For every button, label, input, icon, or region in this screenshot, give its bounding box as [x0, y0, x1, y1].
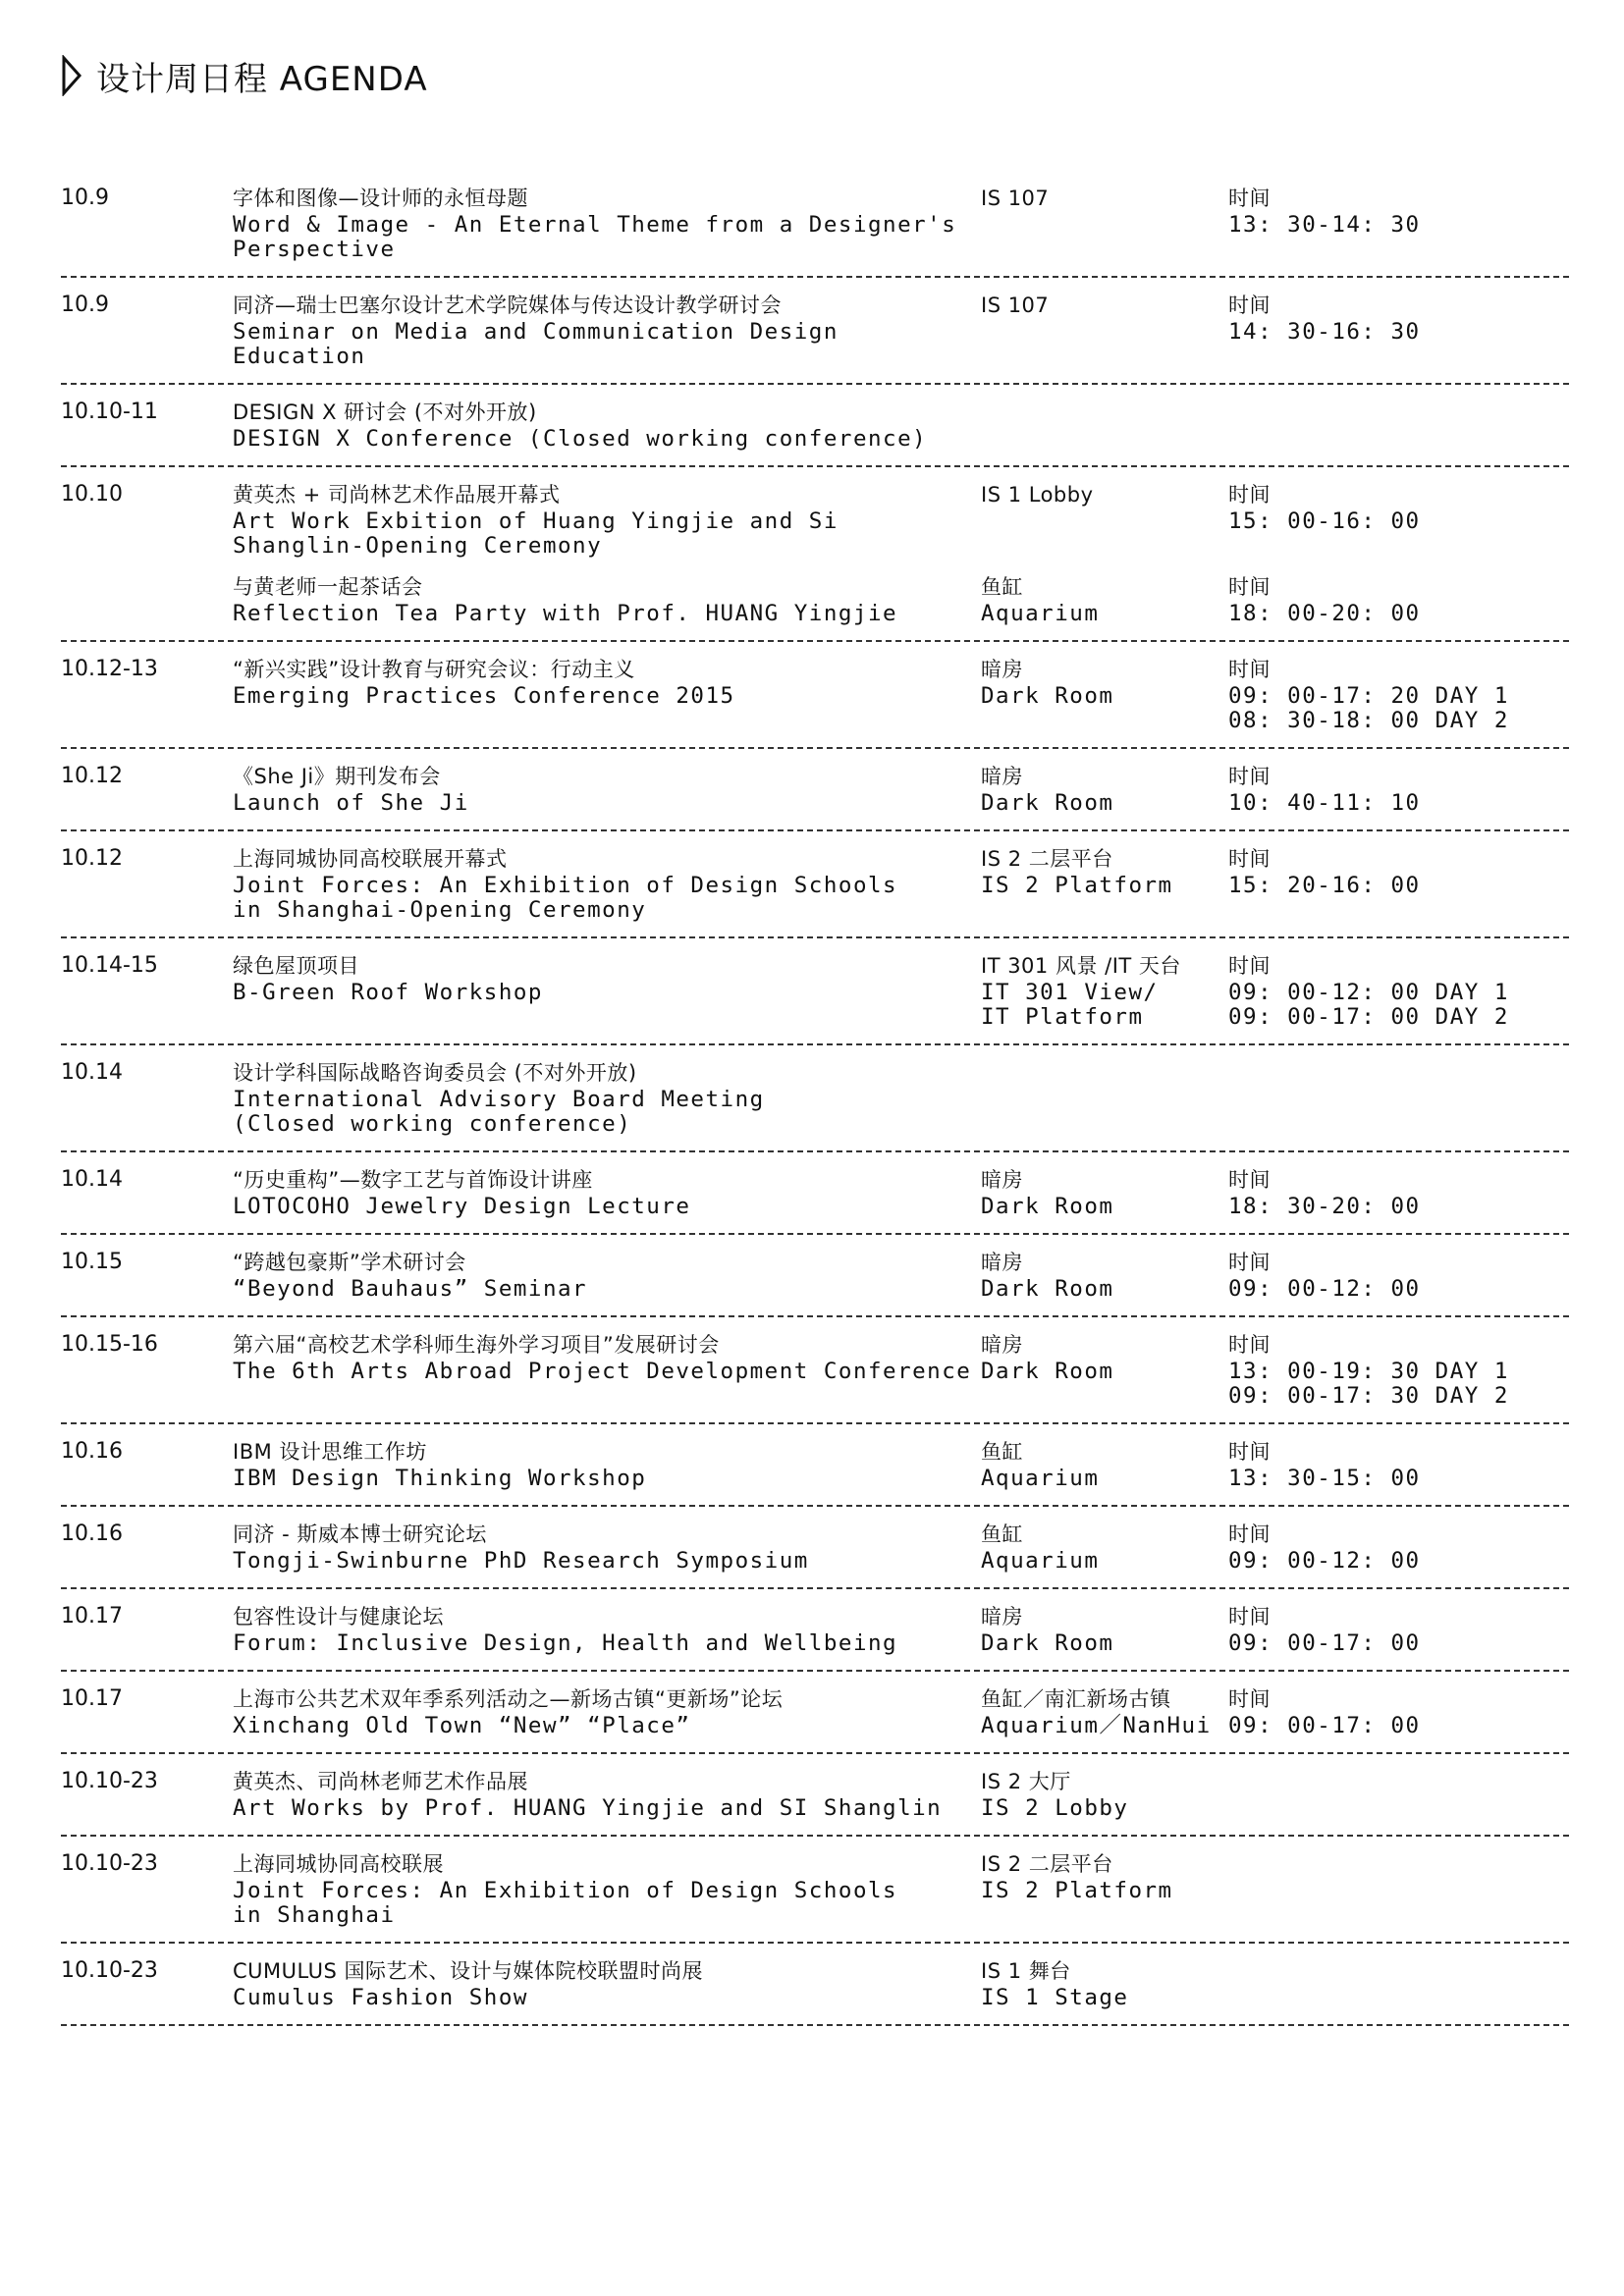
event-title	[233, 290, 981, 369]
event-title-en: Xinchang Old Town “New” “Place”	[233, 1713, 691, 1738]
time-value: 09: 00-17: 00	[1228, 1713, 1421, 1738]
event-title-zh: 同济—瑞士巴塞尔设计艺术学院媒体与传达设计教学研讨会	[233, 294, 782, 317]
event-time	[1228, 479, 1569, 559]
event-title	[233, 183, 981, 262]
event-title-en: Joint Forces: An Exhibition of Design Schools in Shanghai	[233, 1878, 898, 1928]
agenda-row	[61, 1045, 1569, 1152]
event-time	[1228, 1164, 1569, 1219]
event-venue	[981, 843, 1228, 923]
event-title-en: Forum: Inclusive Design, Health and Wellbeing	[233, 1630, 898, 1656]
event-title-en: Emerging Practices Conference 2015	[233, 683, 735, 709]
venue-zh: IS 1 舞台	[981, 1959, 1071, 1983]
event-title	[233, 1164, 981, 1219]
event-venue	[981, 1848, 1228, 1928]
time-value: 18: 00-20: 00	[1228, 601, 1421, 626]
event-date: 10.10-11	[61, 400, 158, 424]
venue-zh: IS 107	[981, 187, 1050, 210]
agenda-row	[61, 1507, 1569, 1589]
event-date: 10.10	[61, 482, 123, 507]
event-venue	[981, 1766, 1228, 1821]
event-venue	[981, 761, 1228, 816]
time-label: 时间	[1228, 1333, 1271, 1357]
venue-zh: IS 2 二层平台	[981, 847, 1113, 871]
event-venue	[981, 1247, 1228, 1302]
event-title	[233, 1766, 981, 1821]
agenda-row	[61, 1152, 1569, 1235]
event-title-zh: 黄英杰 + 司尚林艺术作品展开幕式	[233, 483, 561, 507]
agenda-row	[61, 171, 1569, 278]
event-date: 10.12	[61, 764, 123, 788]
venue-zh: IT 301 风景 /IT 天台	[981, 954, 1181, 978]
venue-en: Dark Room	[981, 790, 1114, 816]
event-title-en: Joint Forces: An Exhibition of Design Schools in Shanghai-Opening Ceremony	[233, 873, 898, 923]
event-title-zh: “新兴实践”设计教育与研究会议：行动主义	[233, 658, 635, 681]
event-title-zh: 同济 - 斯威本博士研究论坛	[233, 1522, 487, 1546]
time-label: 时间	[1228, 575, 1271, 599]
event-venue	[981, 559, 1228, 626]
event-title-zh: 设计学科国际战略咨询委员会 (不对外开放)	[233, 1061, 637, 1085]
venue-zh: IS 1 Lobby	[981, 483, 1094, 507]
event-title	[233, 1329, 981, 1409]
event-time	[1228, 1601, 1569, 1656]
event-venue	[981, 1057, 1228, 1137]
event-time	[1228, 397, 1569, 452]
agenda-row	[61, 938, 1569, 1045]
event-date: 10.9	[61, 186, 109, 210]
event-title-en: Cumulus Fashion Show	[233, 1985, 528, 2010]
event-venue	[981, 654, 1228, 733]
event-title-zh: 绿色屋顶项目	[233, 954, 359, 978]
event-venue	[981, 397, 1228, 452]
event-title-zh: 与黄老师一起茶话会	[233, 575, 423, 599]
event-date: 10.17	[61, 1686, 123, 1711]
event-title-zh: 第六届“高校艺术学科师生海外学习项目”发展研讨会	[233, 1333, 720, 1357]
time-label: 时间	[1228, 1605, 1271, 1629]
event-venue	[981, 1329, 1228, 1409]
venue-en: Aquarium	[981, 1548, 1100, 1574]
event-venue	[981, 1519, 1228, 1574]
event-date: 10.14	[61, 1167, 123, 1192]
event-time	[1228, 1329, 1569, 1409]
event-date: 10.17	[61, 1604, 123, 1629]
event-time	[1228, 1247, 1569, 1302]
event-title-zh: DESIGN X 研讨会 (不对外开放)	[233, 400, 537, 424]
event-venue	[981, 1164, 1228, 1219]
venue-zh: IS 2 大厅	[981, 1770, 1071, 1793]
event-time	[1228, 1519, 1569, 1574]
agenda-row	[61, 1235, 1569, 1317]
event-title	[233, 397, 981, 452]
venue-en: Dark Room	[981, 1276, 1114, 1302]
event-title	[233, 761, 981, 816]
time-value: 09: 00-17: 20 DAY 1 08: 30-18: 00 DAY 2	[1228, 683, 1509, 733]
event-title-en: Tongji-Swinburne PhD Research Symposium	[233, 1548, 809, 1574]
event-time	[1228, 1848, 1569, 1928]
venue-en: Dark Room	[981, 1359, 1114, 1384]
event-title-zh: 《She Ji》期刊发布会	[233, 765, 441, 788]
venue-zh: 鱼缸／南汇新场古镇	[981, 1687, 1171, 1711]
event-time	[1228, 1436, 1569, 1491]
event-title-zh: 上海同城协同高校联展开幕式	[233, 847, 508, 871]
agenda-row	[61, 1944, 1569, 2026]
event-venue	[981, 1683, 1228, 1738]
venue-zh: 鱼缸	[981, 575, 1023, 599]
venue-zh: IS 107	[981, 294, 1050, 317]
event-date: 10.16	[61, 1439, 123, 1464]
event-title-zh: 包容性设计与健康论坛	[233, 1605, 444, 1629]
venue-en: IT 301 View/ IT Platform	[981, 980, 1159, 1030]
event-date: 10.14	[61, 1060, 123, 1085]
event-time	[1228, 950, 1569, 1030]
venue-en: Dark Room	[981, 1194, 1114, 1219]
time-value: 10: 40-11: 10	[1228, 790, 1421, 816]
event-title-en: Reflection Tea Party with Prof. HUANG Yingjie	[233, 601, 898, 626]
time-label: 时间	[1228, 1522, 1271, 1546]
venue-en: IS 2 Lobby	[981, 1795, 1129, 1821]
agenda-row	[61, 642, 1569, 749]
page-title: 设计周日程 AGENDA	[96, 59, 428, 99]
event-title	[233, 559, 981, 626]
event-title	[233, 1601, 981, 1656]
event-title-en: International Advisory Board Meeting (Closed working conference)	[233, 1087, 765, 1137]
agenda-row	[61, 1317, 1569, 1424]
event-title-en: IBM Design Thinking Workshop	[233, 1466, 647, 1491]
time-value: 13: 00-19: 30 DAY 1 09: 00-17: 30 DAY 2	[1228, 1359, 1509, 1409]
event-time	[1228, 843, 1569, 923]
time-label: 时间	[1228, 658, 1271, 681]
time-value: 09: 00-12: 00 DAY 1 09: 00-17: 00 DAY 2	[1228, 980, 1509, 1030]
time-label: 时间	[1228, 1168, 1271, 1192]
event-time	[1228, 1057, 1569, 1137]
time-value: 15: 00-16: 00	[1228, 508, 1421, 534]
event-title-zh: 上海同城协同高校联展	[233, 1852, 444, 1876]
time-label: 时间	[1228, 847, 1271, 871]
event-date: 10.10-23	[61, 1851, 158, 1876]
time-label: 时间	[1228, 1251, 1271, 1274]
event-title	[233, 1848, 981, 1928]
venue-zh: 暗房	[981, 1168, 1023, 1192]
event-time	[1228, 559, 1569, 626]
agenda-row	[61, 831, 1569, 938]
time-label: 时间	[1228, 294, 1271, 317]
event-title	[233, 654, 981, 733]
agenda-row	[61, 385, 1569, 467]
agenda-row	[61, 1424, 1569, 1507]
event-title	[233, 1519, 981, 1574]
event-time	[1228, 1683, 1569, 1738]
event-venue	[981, 290, 1228, 369]
event-title-en: DESIGN X Conference (Closed working conference)	[233, 426, 928, 452]
event-title-zh: “跨越包豪斯”学术研讨会	[233, 1251, 466, 1274]
time-label: 时间	[1228, 765, 1271, 788]
event-title-en: Art Works by Prof. HUANG Yingjie and SI Shanglin	[233, 1795, 943, 1821]
event-title	[233, 1436, 981, 1491]
venue-en: IS 2 Platform	[981, 1878, 1173, 1903]
event-date: 10.9	[61, 293, 109, 317]
event-date: 10.15-16	[61, 1332, 158, 1357]
event-date: 10.10-23	[61, 1958, 158, 1983]
event-title-en: “Beyond Bauhaus” Seminar	[233, 1276, 588, 1302]
time-value: 15: 20-16: 00	[1228, 873, 1421, 898]
venue-zh: IS 2 二层平台	[981, 1852, 1113, 1876]
time-value: 13: 30-15: 00	[1228, 1466, 1421, 1491]
time-label: 时间	[1228, 1687, 1271, 1711]
event-title	[233, 950, 981, 1030]
event-venue	[981, 183, 1228, 262]
venue-en: Aquarium	[981, 601, 1100, 626]
event-title-en: Art Work Exbition of Huang Yingjie and Si Shanglin-Opening Ceremony	[233, 508, 839, 559]
time-label: 时间	[1228, 483, 1271, 507]
event-time	[1228, 183, 1569, 262]
venue-en: Dark Room	[981, 683, 1114, 709]
venue-zh: 鱼缸	[981, 1522, 1023, 1546]
time-value: 18: 30-20: 00	[1228, 1194, 1421, 1219]
event-title	[233, 1683, 981, 1738]
event-venue	[981, 1436, 1228, 1491]
time-value: 13: 30-14: 30	[1228, 212, 1421, 238]
event-time	[1228, 654, 1569, 733]
time-value: 09: 00-12: 00	[1228, 1276, 1421, 1302]
event-date: 10.15	[61, 1250, 123, 1274]
venue-zh: 鱼缸	[981, 1440, 1023, 1464]
venue-zh: 暗房	[981, 658, 1023, 681]
event-title-zh: CUMULUS 国际艺术、设计与媒体院校联盟时尚展	[233, 1959, 704, 1983]
event-venue	[981, 1955, 1228, 2010]
venue-en: Dark Room	[981, 1630, 1114, 1656]
venue-zh: 暗房	[981, 1333, 1023, 1357]
play-triangle-icon	[61, 55, 82, 96]
agenda-row	[61, 467, 1569, 642]
time-value: 09: 00-17: 00	[1228, 1630, 1421, 1656]
event-title	[233, 1057, 981, 1137]
event-date: 10.16	[61, 1522, 123, 1546]
event-title-zh: “历史重构”—数字工艺与首饰设计讲座	[233, 1168, 593, 1192]
venue-en: Aquarium	[981, 1466, 1100, 1491]
event-date: 10.12	[61, 846, 123, 871]
event-title	[233, 1955, 981, 2010]
venue-en: IS 2 Platform	[981, 873, 1173, 898]
page-header	[61, 51, 428, 100]
event-title-zh: 字体和图像—设计师的永恒母题	[233, 187, 528, 210]
time-label: 时间	[1228, 1440, 1271, 1464]
event-title	[233, 843, 981, 923]
agenda-row	[61, 278, 1569, 385]
venue-zh: 暗房	[981, 1251, 1023, 1274]
venue-en: IS 1 Stage	[981, 1985, 1129, 2010]
agenda-row	[61, 1589, 1569, 1672]
agenda-row	[61, 1672, 1569, 1754]
venue-zh: 暗房	[981, 765, 1023, 788]
agenda-row	[61, 1837, 1569, 1944]
time-label: 时间	[1228, 187, 1271, 210]
agenda-row	[61, 749, 1569, 831]
event-time	[1228, 1766, 1569, 1821]
event-venue	[981, 479, 1228, 559]
event-title	[233, 479, 981, 559]
event-title-en: Word & Image - An Eternal Theme from a Designer's Perspective	[233, 212, 957, 262]
event-venue	[981, 950, 1228, 1030]
agenda-row	[61, 1754, 1569, 1837]
event-time	[1228, 290, 1569, 369]
event-title-en: Launch of She Ji	[233, 790, 469, 816]
time-value: 09: 00-12: 00	[1228, 1548, 1421, 1574]
event-title-en: B-Green Roof Workshop	[233, 980, 543, 1005]
event-title-en: The 6th Arts Abroad Project Development Conference	[233, 1359, 972, 1384]
event-title-zh: IBM 设计思维工作坊	[233, 1440, 427, 1464]
event-title-zh: 黄英杰、司尚林老师艺术作品展	[233, 1770, 528, 1793]
event-title-en: LOTOCOHO Jewelry Design Lecture	[233, 1194, 691, 1219]
event-date: 10.14-15	[61, 953, 158, 978]
event-time	[1228, 1955, 1569, 2010]
event-date: 10.10-23	[61, 1769, 158, 1793]
event-time	[1228, 761, 1569, 816]
event-title-zh: 上海市公共艺术双年季系列活动之—新场古镇“更新场”论坛	[233, 1687, 784, 1711]
agenda-table	[61, 171, 1569, 2026]
time-label: 时间	[1228, 954, 1271, 978]
event-title	[233, 1247, 981, 1302]
venue-en: Aquarium／NanHui	[981, 1713, 1212, 1738]
venue-zh: 暗房	[981, 1605, 1023, 1629]
event-title-en: Seminar on Media and Communication Design Education	[233, 319, 839, 369]
event-date: 10.12-13	[61, 657, 158, 681]
event-venue	[981, 1601, 1228, 1656]
time-value: 14: 30-16: 30	[1228, 319, 1421, 345]
